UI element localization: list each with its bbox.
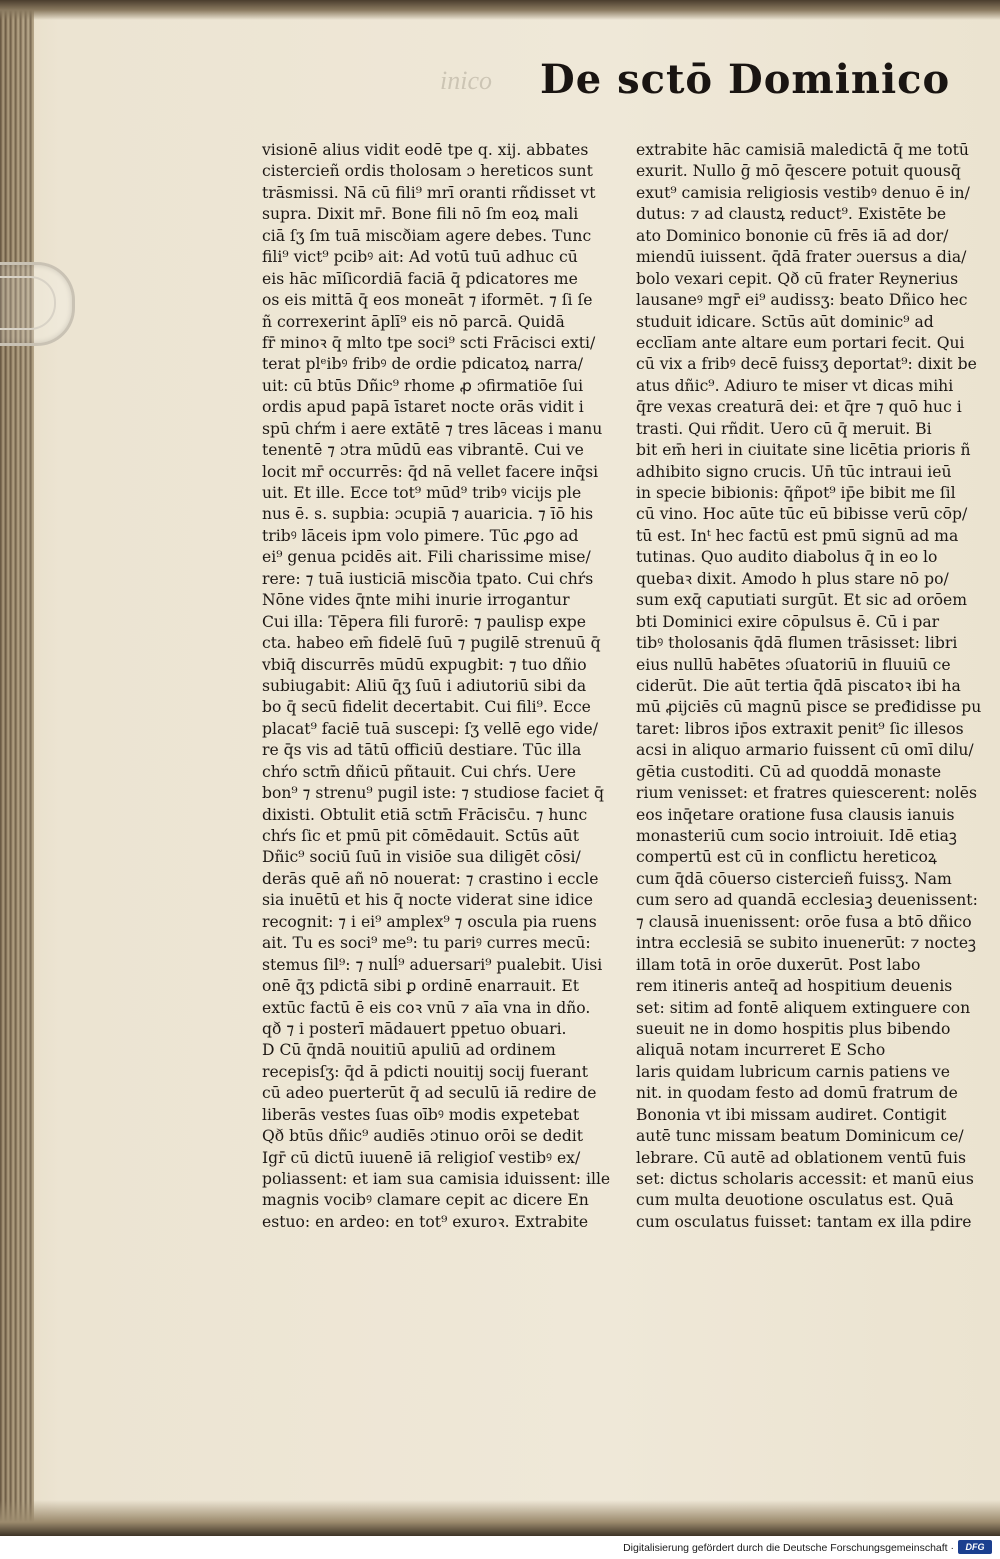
- text-line: exut⁹ camisia religiosis vestibꝰ denuo ē in/: [636, 183, 970, 202]
- text-line: gētia custoditi. Cū ad quoddā monaste: [636, 762, 942, 781]
- text-line: uit. Et ille. Ecce tot⁹ mūd⁹ tribꝰ vicijs ple: [262, 484, 582, 502]
- text-line: quebaꝛ dixit. Amodo h plus stare nō po/: [636, 569, 949, 588]
- text-line: ei⁹ genua pcidēs ait. Fili charissime mise/: [262, 548, 591, 567]
- text-line: uit: cū btūs Dñic⁹ rhome ꝓ ɔfirmatiōe ſui: [262, 376, 584, 395]
- text-line: illam totā in orōe duxerūt. Post labo: [636, 955, 921, 974]
- text-line: derās quē añ nō nouerat: ⁊ crastino i eccle: [262, 869, 599, 888]
- text-line: cum q̄dā cōuerso cistercieñ fuissʒ. Nam: [636, 869, 952, 888]
- text-line: tenentē ⁊ ɔtra mūdū eas vibrantē. Cui ve: [262, 441, 584, 460]
- top-shadow: [0, 0, 1000, 20]
- text-line: locit mr̄ occurrēs: q̄d nā vellet facere inq̄si: [262, 462, 599, 481]
- text-line: poliassent: et iam sua camisia iduissent: ille: [262, 1170, 611, 1188]
- dfg-logo: DFG: [958, 1540, 992, 1554]
- text-line: qð ⁊ i posterī mādauert ppetuo obuari.: [262, 1019, 567, 1038]
- text-line: onē q̄ʒ pdictā sibi ꝑ ordinē enarrauit. Et: [262, 977, 580, 996]
- text-line: tibꝰ tholosanis q̄dā flumen trāsisset: libri: [636, 634, 958, 653]
- text-line: rere: ⁊ tuā iusticiā miscðia tpato. Cui chŕs: [262, 569, 594, 588]
- text-line: sum exq̄ caputiati surgūt. Et sic ad orōem: [636, 591, 968, 610]
- text-line: ciā ſʒ ſm tuā miscðiam agere debes. Tunc: [262, 226, 592, 245]
- footer-bar: [0, 1536, 1000, 1559]
- page-edge: [0, 0, 34, 1536]
- text-line: estuo: en ardeo: en tot⁹ exuroꝛ. Extrabite: [262, 1212, 589, 1231]
- text-line: acsi in aliquo armario fuissent cū omī dilu/: [636, 741, 974, 760]
- text-line: spū chŕm i aere extātē ⁊ tres lāceas i manu: [262, 419, 603, 438]
- text-line: lebrare. Cū autē ad oblationem ventū fuis: [636, 1148, 966, 1167]
- text-line: extrabite hāc camisiā maledictā q̄ me totū: [636, 141, 969, 159]
- text-line: exurit. Nullo ḡ mō q̄escere potuit quousq̄: [636, 162, 961, 181]
- text-line: eius nullū habētes ɔſuatoriū in fluuiū ce: [636, 655, 951, 674]
- text-line: Nōne vides q̄nte mihi inurie irrogantur: [262, 591, 570, 610]
- text-line: extūc factū ē eis coꝛ vnū ⁊ aīa vna in dño.: [262, 998, 591, 1017]
- text-line: bolo vexari cepit. Qð cū frater Reynerius: [636, 269, 959, 288]
- text-line: intra ecclesiā se subito inuenerūt: ⁊ nocteꝫ: [636, 934, 977, 953]
- text-line: eis hāc mīſicordiā faciā q̄ pdicatores me: [262, 269, 578, 288]
- text-line: cum osculatus fuisset: tantam ex illa pdire: [636, 1212, 972, 1231]
- text-line: tū est. Inᵗ hec factū est pmū signū ad ma: [636, 526, 959, 545]
- text-line: fr̄ minoꝛ q̄ mlto tpe soci⁹ scti Frācisci exti/: [262, 333, 596, 352]
- right-text-column: [636, 140, 988, 1233]
- text-line: cū vix a fribꝰ decē fuissʒ deportat⁹: dixit be: [636, 355, 977, 374]
- text-line: cū adeo puerterūt q̄ ad seculū iā redire de: [262, 1084, 597, 1103]
- text-line: in specie bibionis: q̄ñpot⁹ ip̄e bibit me ſil: [636, 484, 956, 502]
- text-line: ait. Tu es soci⁹ me⁹: tu pariꝰ curres mecū:: [262, 934, 591, 953]
- text-line: nit. in quodam festo ad domū fratrum de: [636, 1084, 958, 1103]
- text-line: ⁊ clausā inuenissent: orōe fusa a btō dñico: [636, 912, 972, 931]
- text-line: set: sitim ad fontē aliquem extinguere con: [636, 998, 971, 1017]
- text-line: dixisti. Obtulit etiā sctm̄ Frācisc̄u. ⁊ hunc: [262, 805, 588, 824]
- text-line: studuit idicare. Sctūs aūt dominic⁹ ad: [636, 312, 934, 331]
- text-line: nus ē. s. supbia: ɔcupiā ⁊ auaricia. ⁊ īō his: [262, 505, 594, 524]
- text-line: eos inq̄etare oratione fusa clausis ianuis: [636, 805, 955, 824]
- text-line: sueuit ne in domo hospitis plus bibendo: [636, 1019, 951, 1038]
- text-line: tribꝰ lāceis ipm volo pimere. Tūc ꝓgo ad: [262, 526, 579, 545]
- text-line: mū ꝓijciēs cū magnū pisce se pređidisse pu: [636, 698, 982, 717]
- text-line: stemus ſil⁹: ⁊ nulĺ⁹ aduersari⁹ pualebit. Uisi: [262, 955, 603, 974]
- text-line: trāsmissi. Nā cū fili⁹ mrī oranti rñdisset vt: [262, 183, 596, 202]
- text-line: terat plᵉibꝰ fribꝰ de ordie pdicatoꝝ narra/: [262, 355, 584, 374]
- text-line: visionē alius vidit eodē tpe q. xij. abbates: [262, 141, 589, 159]
- text-line: chŕs ſic et pmū pit cōmēdauit. Sctūs aūt: [262, 827, 579, 845]
- text-line: lausaneꝰ mgr̄ ei⁹ audissʒ: beato Dñico hec: [636, 291, 968, 310]
- text-line: liberās vestes ſuas oībꝰ modis expetebat: [262, 1105, 580, 1124]
- text-line: bon⁹ ⁊ strenu⁹ pugil iste: ⁊ studiose faciet q̄: [262, 784, 604, 803]
- running-head: De sctō Dominico: [540, 56, 951, 103]
- text-line: ciderūt. Die aūt tertia q̄dā piscatoꝛ ibi ha: [636, 676, 961, 695]
- text-line: bti Dominici exire cōpulsus ē. Cū i par: [636, 612, 940, 631]
- text-line: D Cū q̄ndā nouitiū apuliū ad ordinem: [262, 1041, 556, 1060]
- text-line: trasti. Qui rñdit. Uero cū q̄ meruit. Bi: [636, 419, 932, 438]
- text-line: cta. habeo em̄ fidelē ſuū ⁊ pugilē strenuū q̄: [262, 634, 601, 653]
- text-line: Qð btūs dñic⁹ audiēs ɔtinuo orōi se dedit: [262, 1127, 584, 1146]
- text-line: monasteriū cum socio introiuit. Idē etiaꝫ: [636, 827, 957, 845]
- text-line: ato Dominico bononie cū frēs iā ad dor/: [636, 226, 949, 245]
- text-line: recepisſʒ: q̄d ā pdicti nouitij socij fuerant: [262, 1062, 588, 1081]
- text-line: re q̄s vis ad tātū officiū destiare. Tūc illa: [262, 741, 582, 760]
- text-line: fili⁹ vict⁹ pcibꝰ ait: Ad votū tuū adhuc cū: [262, 248, 578, 267]
- text-line: adhibito signo crucis. Un̄ tūc intraui ieū: [636, 462, 952, 481]
- text-line: cum multa deuotione osculatus est. Quā: [636, 1191, 954, 1210]
- text-line: os eis mittā q̄ eos moneāt ⁊ iformēt. ⁊ ſi ſe: [262, 291, 593, 310]
- text-line: dutus: ⁊ ad claustꝝ reduct⁹. Existēte be: [636, 205, 947, 224]
- text-line: placat⁹ faciē tuā suscepi: ſʒ vellē ego vide/: [262, 719, 599, 738]
- text-line: supra. Dixit mr̄. Bone fili nō ſm eoꝝ mali: [262, 205, 579, 224]
- text-line: Bononia vt ibi missam audiret. Contigit: [636, 1105, 947, 1124]
- text-line: cū vino. Hoc aūte tūc eū bibisse verū cōp/: [636, 505, 968, 524]
- text-line: q̄re vexas creaturā dei: et q̄re ⁊ quō huc i: [636, 398, 962, 417]
- text-line: set: dictus scholaris accessit: et manū eius: [636, 1170, 974, 1188]
- text-line: Dñic⁹ sociū ſuū in visiōe sua diligēt cōsi/: [262, 848, 581, 867]
- text-line: rem itineris anteq̄ ad hospitium deuenis: [636, 977, 953, 996]
- text-line: sia inuētū et his q̄ nocte viderat sine idice: [262, 891, 593, 910]
- text-line: tutinas. Quo audito diabolus q̄ in eo lo: [636, 548, 938, 567]
- text-line: Igr̄ cū dictū iuuenē iā religioſ vestibꝰ ex/: [262, 1148, 581, 1167]
- text-line: miendū iuissent. q̄dā frater ɔuersus a dia/: [636, 248, 967, 267]
- text-line: vbiq̄ discurrēs mūdū expugbit: ⁊ tuo dñio: [262, 655, 587, 674]
- text-line: magnis vocibꝰ clamare cepit ac dicere En: [262, 1191, 589, 1210]
- bottom-shadow: [0, 1500, 1000, 1536]
- text-line: bit em̄ heri in ciuitate sine licētia prioris ñ: [636, 441, 971, 460]
- text-line: rium venisset: et fratres quiescerent: nolēs: [636, 784, 977, 803]
- text-line: subiugabit: Aliū q̄ʒ ſuū i adiutoriū sibi da: [262, 676, 587, 695]
- funding-credit: Digitalisierung gefördert durch die Deutsche Forschungsgemeinschaft ·: [623, 1542, 954, 1554]
- text-line: chŕo sctm̄ dñicū pñtauit. Cui chŕs. Uere: [262, 762, 576, 781]
- text-line: atus dñic⁹. Adiuro te miser vt dicas mihi: [636, 376, 954, 395]
- text-line: ordis apud papā īstaret nocte orās vidit i: [262, 398, 584, 417]
- text-line: Cui illa: Tēpera fili furorē: ⁊ paulisp expe: [262, 612, 586, 631]
- show-through-text: inico: [440, 66, 492, 95]
- text-line: cistercieñ ordis tholosam ɔ hereticos sunt: [262, 162, 593, 181]
- text-line: laris quidam lubricum carnis patiens ve: [636, 1062, 950, 1081]
- text-line: taret: libros ip̄os extraxit penit⁹ ſic illesos: [636, 719, 964, 738]
- text-line: bo q̄ secū fidelit decertabit. Cui fili⁹. Ecce: [262, 698, 591, 717]
- text-line: recognit: ⁊ i ei⁹ amplex⁹ ⁊ oscula pia ruens: [262, 912, 597, 931]
- text-line: ñ correxerint āplī⁹ eis nō parcā. Quidā: [262, 312, 565, 331]
- text-line: compertū est cū in conflictu hereticoꝝ: [636, 848, 937, 867]
- text-line: ecclīam ante altare eum portari fecit. Qui: [636, 333, 965, 352]
- left-text-column: [262, 140, 612, 1233]
- paper-clip-inner: [0, 276, 56, 330]
- text-line: aliquā notam incurreret E Scho: [636, 1041, 886, 1060]
- text-line: autē tunc missam beatum Dominicum ce/: [636, 1127, 964, 1146]
- text-line: cum sero ad quandā ecclesiaꝫ deuenissent:: [636, 891, 978, 910]
